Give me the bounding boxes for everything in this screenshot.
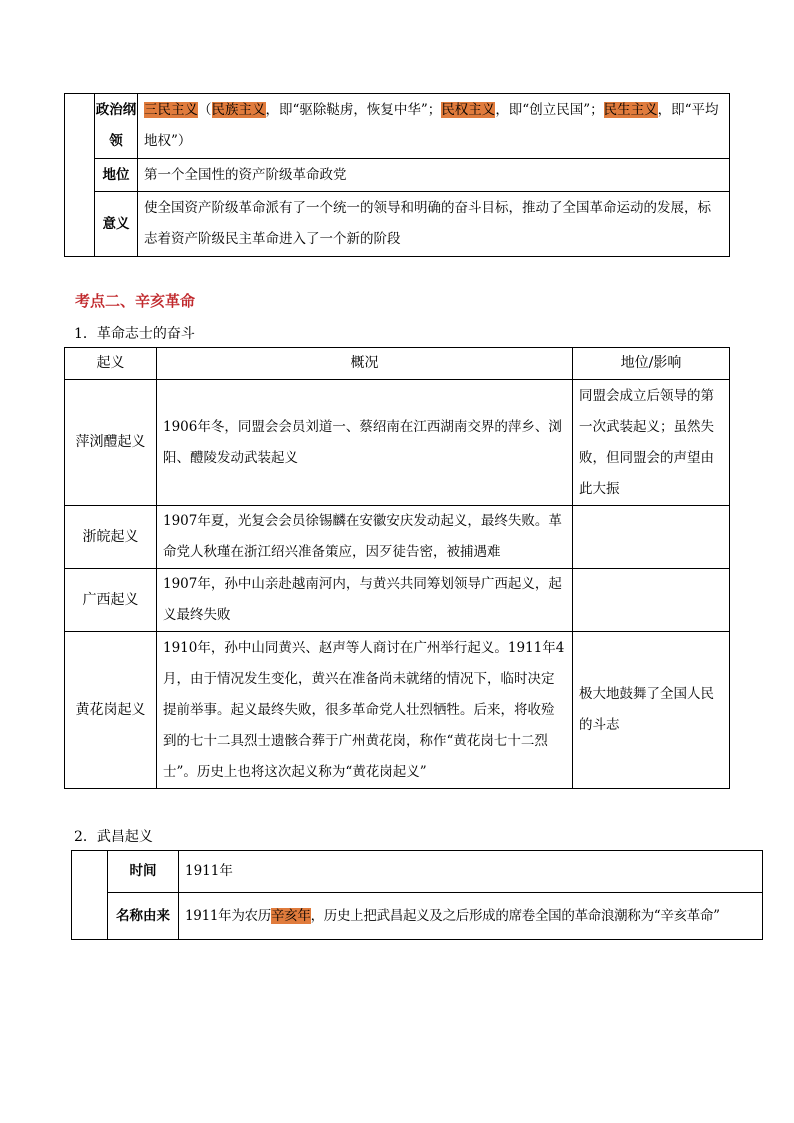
uprising-name: 萍浏醴起义 xyxy=(65,380,157,506)
text-segment: ，历史上把武昌起义及之后形成的席卷全国的革命浪潮称为“辛亥革命” xyxy=(310,907,720,924)
status-text: 第一个全国性的资产阶级革命政党 xyxy=(138,159,730,192)
uprising-summary: 1906年冬，同盟会会员刘道一、蔡绍南在江西湖南交界的萍乡、浏阳、醴陵发动武装起义 xyxy=(157,380,573,506)
time-label: 时间 xyxy=(108,851,179,893)
uprising-name: 广西起义 xyxy=(65,569,157,632)
table-row xyxy=(65,192,730,257)
column-header: 地位/影响 xyxy=(573,348,730,380)
uprising-impact xyxy=(573,506,730,569)
uprising-impact: 同盟会成立后领导的第一次武装起义；虽然失败，但同盟会的声望由此大振 xyxy=(573,380,730,506)
uprising-summary: 1910年，孙中山同黄兴、赵声等人商讨在广州举行起义。1911年4月，由于情况发生变化，黄兴在准备尚未就绪的情况下，临时决定提前举事。起义最终失败，很多革命党人壮烈牺牲。后来，将收殓到的七十二具烈士遗骸合葬于广州黄花岗，称作“黄花岗七十二烈士”。历史上也将这次起义称为“黄花岗起义” xyxy=(157,632,573,789)
table-row xyxy=(65,569,730,632)
uprising-name: 浙皖起义 xyxy=(65,506,157,569)
row-label-significance: 意义 xyxy=(95,192,138,257)
uprising-impact: 极大地鼓舞了全国人民的斗志 xyxy=(573,632,730,789)
table-row xyxy=(72,851,763,893)
section-title: 考点二、辛亥革命 xyxy=(75,292,196,310)
row-label-status: 地位 xyxy=(95,159,138,192)
uprising-impact xyxy=(573,569,730,632)
blank-cell xyxy=(65,94,95,257)
text-segment: 民族主义 xyxy=(211,102,266,118)
uprisings-table xyxy=(64,347,730,789)
column-header: 概况 xyxy=(157,348,573,380)
text-segment: 民生主义 xyxy=(603,102,658,118)
table-row xyxy=(65,506,730,569)
text-segment: ，即“创立民国”； xyxy=(495,102,604,118)
uprising-summary: 1907年夏，光复会会员徐锡麟在安徽安庆发动起义，最终失败。革命党人秋瑾在浙江绍兴准备策应，因歹徒告密，被捕遇难 xyxy=(157,506,573,569)
uprising-summary: 1907年，孙中山亲赴越南河内，与黄兴共同筹划领导广西起义，起义最终失败 xyxy=(157,569,573,632)
table-row xyxy=(65,632,730,789)
table-row xyxy=(72,893,763,940)
text-segment: 1911年为农历 xyxy=(185,907,271,924)
text-segment: 民权主义 xyxy=(441,102,496,118)
text-segment: ，即“驱除鞑虏，恢复中华”； xyxy=(265,102,442,118)
program-text xyxy=(138,94,730,159)
row-label-program: 政治纲领 xyxy=(95,94,138,159)
time-value: 1911年 xyxy=(179,851,763,893)
subsection-title: 1．革命志士的奋斗 xyxy=(74,326,195,342)
text-segment: 辛亥年 xyxy=(270,907,311,924)
text-segment: ，即“平均地权”） xyxy=(144,102,719,149)
table-row xyxy=(65,94,730,159)
subsection-title: 2．武昌起义 xyxy=(74,829,153,845)
column-header: 起义 xyxy=(65,348,157,380)
wuchang-table xyxy=(71,850,763,940)
table-row xyxy=(65,380,730,506)
significance-text: 使全国资产阶级革命派有了一个统一的领导和明确的奋斗目标，推动了全国革命运动的发展，标志着资产阶级民主革命进入了一个新的阶段 xyxy=(138,192,730,257)
tongmenghui-table xyxy=(64,93,730,257)
text-segment: 三民主义 xyxy=(144,102,198,118)
name-origin-label: 名称由来 xyxy=(108,893,179,940)
table-row xyxy=(65,159,730,192)
name-origin-text xyxy=(179,893,763,940)
uprising-name: 黄花岗起义 xyxy=(65,632,157,789)
blank-cell xyxy=(72,851,108,940)
text-segment: （ xyxy=(198,102,212,118)
table-header-row xyxy=(65,348,730,380)
